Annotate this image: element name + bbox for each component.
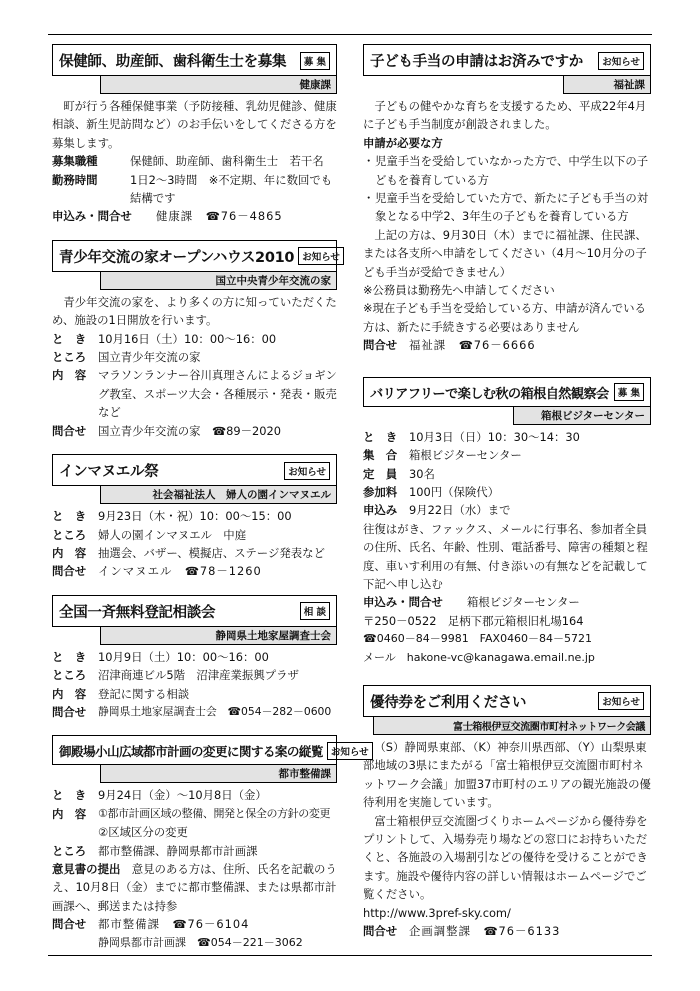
field-label: ところ	[52, 350, 87, 365]
contact-value: 都市整備課 ☎76－6104	[98, 917, 250, 932]
field-value: 9月23日（木・祝）10：00～15：00	[98, 509, 292, 524]
article-title: 青少年交流の家オープンハウス2010	[59, 249, 295, 266]
article-intro: 町が行う各種保健事業（予防接種、乳幼児健診、健康相談、新生児訪問など）のお手伝いをしてくださる方を募集します。	[52, 99, 337, 150]
field-label: 問合せ	[363, 338, 398, 353]
category-badge: 募 集	[300, 52, 330, 70]
field-value: 30名	[409, 466, 435, 481]
left-column	[52, 44, 369, 966]
category-badge: お知らせ	[598, 692, 644, 710]
department-label: 健康課	[100, 76, 337, 94]
paragraph: 富士箱根伊豆交流圏づくりホームページから優待券をプリントして、入場券売り場などの窓口にお持ちいただくと、各施設の入場割引などの優待を受けることができます。施設や優待内容の詳しい情報はホームページでご覧ください。	[363, 813, 648, 902]
field-label: 内 容	[52, 806, 87, 821]
article-title-box	[52, 595, 337, 627]
field-label: と き	[52, 331, 87, 346]
article-title-box	[363, 377, 651, 407]
right-column	[363, 44, 651, 954]
paragraph: （S）静岡県東部、（K）神奈川県西部、（Y）山梨県東部地域の3県にまたがる「富士箱根伊豆交流圏市町村ネットワーク会議」加盟37市町村のエリアの観光施設の優待利用を実施しています。	[363, 739, 651, 810]
article-title-box	[52, 735, 369, 765]
field-value: 婦人の園インマヌエル 中庭	[98, 527, 247, 542]
field-label: 申込み・問合せ	[52, 209, 132, 224]
field-label: 申込み・問合せ	[363, 595, 443, 610]
field-label: と き	[363, 429, 398, 444]
field-label: 問合せ	[52, 917, 87, 932]
article-title-box	[52, 240, 340, 272]
field-value: 都市整備課、静岡県都市計画課	[98, 843, 258, 858]
email-link[interactable]: メール hakone-vc@kanagawa.email.ne.jp	[363, 650, 595, 664]
article-registration-consultation	[52, 595, 337, 722]
field-label: と き	[52, 788, 87, 803]
field-label: ところ	[52, 527, 87, 542]
field-label: 勤務時間	[52, 172, 98, 187]
field-value: 10月16日（土）10：00～16：00	[98, 331, 277, 346]
note: ※現在子ども手当を受給している方、申請が済んでいる方は、新たに手続きする必要はありません	[363, 301, 646, 334]
category-badge: 募 集	[614, 383, 644, 401]
article-title-box	[363, 44, 651, 76]
article-recruit-health-staff	[52, 44, 337, 226]
top-rule	[48, 34, 652, 35]
contact-value: 箱根ビジターセンター	[467, 595, 580, 610]
field-value: 抽選会、バザー、模擬店、ステージ発表など	[98, 545, 325, 560]
article-open-house	[52, 240, 340, 440]
article-title: 保健師、助産師、歯科衛生士を募集	[59, 54, 287, 70]
field-value: 結構です	[130, 191, 176, 206]
field-label: 問合せ	[52, 564, 87, 579]
contact-value: 国立青少年交流の家 ☎89－2020	[98, 423, 281, 438]
section-heading: 申請が必要な方	[363, 135, 443, 150]
field-value: マラソンランナー谷川真理さんによるジョギング教室、スポーツ大会・各種展示・発表・販売など	[98, 368, 337, 420]
article-title: 優待券をご利用ください	[370, 694, 527, 711]
article-title-box	[52, 454, 337, 486]
article-child-allowance: 子ども手当の申請はお済みですか お知らせ 福祉課 子どもの健やかな育ちを支援するため、平成22年4月に子ども手当制度が創設されました。 申請が必要な方 ・ 児童手当を受給していなかった方で、中学生以下の子どもを養育している方 ・ 児童手当を受給していた方で、新たに子ども手当の対象となる中学2、3年生の子どもを養育している方 上記の方は、9月30日（木）までに福祉課、住民課、または各支所へ申請をしてください（4月～10月分の子ども手当が受給できません） ※公務員は勤務先へ申請してください ※現在子ども手当を受給している方、申請が済んでいる方は、新たに手続きする必要はありません 問合せ 福祉課 ☎76－6666	[363, 44, 651, 355]
category-badge: お知らせ	[284, 462, 330, 480]
contact-value: 静岡県都市計画課 ☎054－221－3062	[98, 935, 303, 949]
field-label: 問合せ	[52, 704, 87, 719]
field-label: 意見書の提出	[52, 861, 121, 876]
article-title: インマヌエル祭	[59, 464, 159, 481]
article-discount-tickets	[363, 685, 651, 940]
contact-value: 企画調整課 ☎76－6133	[409, 924, 561, 939]
field-value: 箱根ビジターセンター	[409, 448, 522, 463]
contact-value: 健康課 ☎76－4865	[156, 209, 283, 224]
department-label: 富士箱根伊豆交流圏市町村ネットワーク会議	[373, 717, 651, 735]
address: 〒250－0522 足柄下郡元箱根旧札場164	[363, 613, 584, 628]
field-label: ところ	[52, 668, 87, 683]
field-value: 国立青少年交流の家	[98, 350, 201, 365]
field-value: 1日2～3時間 ※不定期、年に数回でも	[130, 172, 333, 187]
field-value: 沼津商連ビル5階 沼津産業振興プラザ	[98, 668, 299, 683]
department-label: 国立中央青少年交流の家	[100, 272, 337, 290]
bullet-item: 児童手当を受給していた方で、新たに子ども手当の対象となる中学2、3年生の子どもを養育している方	[375, 191, 649, 224]
field-label: 内 容	[52, 368, 87, 383]
article-title: 子ども手当の申請はお済みですか	[370, 54, 583, 70]
article-title: 御殿場小山広域都市計画の変更に関する案の縦覧	[59, 744, 323, 760]
paragraph: 往復はがき、ファックス、メールに行事名、参加者全員の住所、氏名、年齢、性別、電話番号、障害の種類と程度、車いす利用の有無、付き添いの有無などを記載して下記へ申し込む	[363, 521, 648, 591]
department-label: 都市整備課	[100, 765, 337, 783]
field-value: 登記に関する相談	[98, 686, 190, 701]
article-urban-planning	[52, 735, 369, 952]
department-label: 静岡県土地家屋調査士会	[100, 627, 337, 645]
article-title: バリアフリーで楽しむ秋の箱根自然観察会	[370, 386, 609, 402]
article-immanuel-festival	[52, 454, 337, 581]
article-intro: 青少年交流の家を、より多くの方に知っていただくため、施設の1日開放を行います。	[52, 294, 337, 328]
field-label: 内 容	[52, 545, 87, 560]
article-title: 全国一斉無料登記相談会	[59, 604, 216, 621]
article-intro: 子どもの健やかな育ちを支援するため、平成22年4月に子ども手当制度が創設されました。	[363, 99, 647, 132]
contact-value: 福祉課 ☎76－6666	[409, 338, 536, 353]
field-label: 内 容	[52, 686, 87, 701]
article-title-box	[52, 44, 337, 76]
field-value: ①都市計画区域の整備、開発と保全の方針の変更	[98, 806, 331, 820]
note: ※公務員は勤務先へ申請してください	[363, 283, 555, 298]
phone-fax: ☎0460－84－9981 FAX0460－84－5721	[363, 632, 593, 646]
category-badge: お知らせ	[327, 742, 373, 760]
field-value: ②区域区分の変更	[98, 825, 188, 840]
article-nature-observation	[363, 377, 651, 667]
field-label: 集 合	[363, 448, 398, 463]
department-label: 福祉課	[563, 76, 651, 94]
field-label: 申込み	[363, 503, 398, 518]
department-label: 社会福祉法人 婦人の園インマヌエル	[100, 486, 337, 504]
department-label: 箱根ビジターセンター	[513, 407, 651, 425]
field-value: 10月3日（日）10：30～14：30	[409, 429, 580, 444]
category-badge: お知らせ	[598, 52, 644, 70]
field-label: と き	[52, 649, 87, 664]
field-label: 問合せ	[363, 924, 398, 939]
category-badge: 相 談	[300, 602, 330, 620]
field-label: ところ	[52, 843, 87, 858]
field-label: 定 員	[363, 466, 398, 481]
paragraph: 上記の方は、9月30日（木）までに福祉課、住民課、または各支所へ申請をしてください（4月～10月分の子ども手当が受給できません）	[363, 227, 647, 279]
bullet-item: 児童手当を受給していなかった方で、中学生以下の子どもを養育している方	[375, 154, 649, 187]
field-value: 9月24日（金）～10月8日（金）	[98, 788, 267, 803]
contact-value: インマヌエル ☎78－1260	[98, 564, 262, 579]
website-link[interactable]: http://www.3pref-sky.com/	[363, 905, 511, 920]
category-badge: お知らせ	[298, 247, 344, 265]
field-label: 問合せ	[52, 423, 87, 438]
field-label: 参加料	[363, 484, 398, 499]
field-value: 100円（保険代）	[409, 484, 500, 499]
bottom-rule	[48, 955, 652, 956]
field-value: 10月9日（土）10：00～16：00	[98, 649, 269, 664]
field-value: 9月22日（水）まで	[409, 503, 511, 518]
field-label: と き	[52, 509, 87, 524]
article-title-box	[363, 685, 651, 717]
field-value: 保健師、助産師、歯科衛生士 若干名	[130, 154, 324, 169]
field-label: 募集職種	[52, 154, 98, 169]
contact-value: 静岡県土地家屋調査士会 ☎054－282－0600	[98, 704, 332, 718]
field-value: 意見のある方は、住所、氏名を記載のうえ、10月8日（金）までに都市整備課、または県都市計画課へ、郵送または持参	[52, 861, 337, 913]
